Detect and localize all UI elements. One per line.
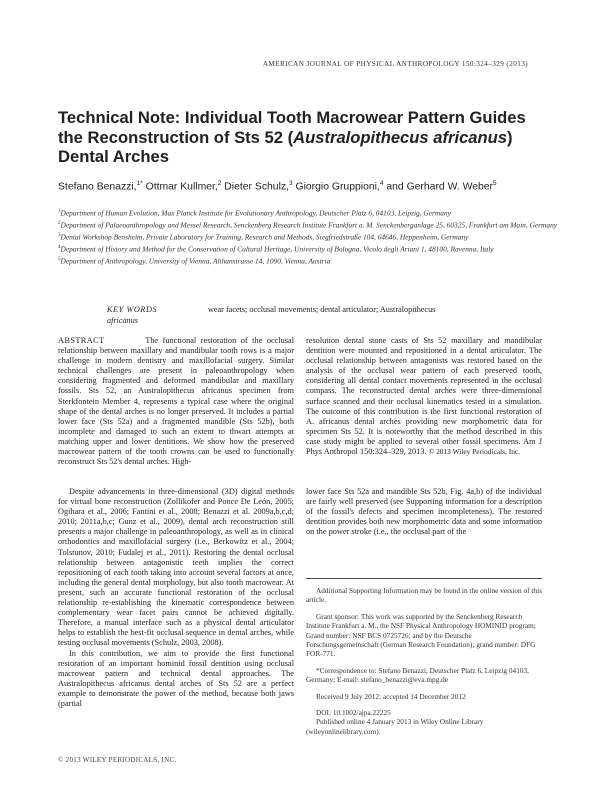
footnote-received: Received 9 July 2012; accepted 14 December 2012 <box>316 691 466 701</box>
affiliation <box>58 207 558 219</box>
body-column-left <box>58 487 294 709</box>
affiliation-text: Dental Workshop Bensheim, Private Laboratory for Training, Research and Methods, Siegfriedstraße 104, 64646, Heppenheim, Germany <box>60 232 469 242</box>
author-list <box>58 180 558 192</box>
author-sup: 2 <box>217 180 222 187</box>
journal-header: AMERICAN JOURNAL OF PHYSICAL ANTHROPOLOGY 150:324–329 (2013) <box>262 60 528 68</box>
affiliation-sup: 3 <box>58 233 61 239</box>
keywords-continuation: africanus <box>107 316 138 325</box>
affiliation-text: Department of Human Evolution, Max Planck Institute for Evolutionary Anthropology, Deutscher Platz 6, 04103, Leipzig, Germany <box>60 208 451 218</box>
footnote-divider <box>306 578 542 579</box>
abstract-text-right: resolution dental stone casts of Sts 52 maxillary and mandibular dentition were mounted and repositioned in a dental articulator. The occlusal relationship between antagonists was restored based on the analysis of the occlusal wear pattern of each preserved tooth, considering all dental contact movements represented in the occlusal compass. The reconstructed dental arches were three-dimensional surface scanned and their occlusal kinematics tested in a simulation. The outcome of this contribution is the first functional restoration of A. africanus dental arches providing new morphometric data for specimen Sts 52. It is noteworthy that the method described in this case study might be applied to several other fossil specimens. Am J Phys Anthropol 150:324–329, 2013. <box>306 336 542 457</box>
abstract-label: ABSTRACT <box>58 336 105 345</box>
affiliation <box>58 255 558 267</box>
affiliation-text: Department of History and Method for the Conservation of Cultural Heritage, University of Bologna, Vicolo degli Ariani 1, 48100, Ravenna, Italy <box>60 244 494 254</box>
article-title <box>58 108 548 167</box>
author-name: and Gerhard W. Weber <box>383 181 493 193</box>
author-sup: 3 <box>288 180 293 187</box>
affiliation-text: Department of Palaeoanthropology and Messel Research, Senckenberg Research Institute Frankfurt a. M. Senckenberganlage 25, 60325, Frankfurt am Main, Germany <box>60 220 558 230</box>
author-name: Dieter Schulz, <box>221 181 289 193</box>
affiliation <box>58 219 558 231</box>
affiliation <box>58 231 558 243</box>
keywords-label: KEY WORDS <box>107 305 158 314</box>
author-sup: 1* <box>136 180 143 187</box>
body-paragraph: In this contribution, we aim to provide the first functional restoration of an important hominid fossil dentition using occlusal macrowear pattern and technical dental approaches. The Australopithecus africanus dental arches of Sts 52 are a perfect example to demonstrate the power of the method, because both jaws (partial <box>58 648 294 708</box>
keywords-text: wear facets; occlusal movements; dental articulator; Australopithecus <box>208 305 436 314</box>
affiliation-sup: 2 <box>58 221 61 227</box>
body-paragraph: lower face Sts 52a and mandible Sts 52b, Fig. 4a,b) of the individual are fairly well preserved (see Supporting information for a description of the fossil's defects and specimen incompleteness). The restored dentition provides both new morphometric data and some information on the power stroke (i.e., the occlusal part of the <box>306 487 542 537</box>
footnote-correspondence: *Correspondence to: Stefano Benazzi, Deutscher Platz 6, Leipzig 04103, Germany; E-mail: stefano_benazzi@eva.mpg.de <box>306 665 529 685</box>
abstract-copyright: © 2013 Wiley Periodicals, Inc. <box>428 447 521 457</box>
author-name: Giorgio Gruppioni, <box>292 181 380 193</box>
author-sup: 4 <box>379 180 384 187</box>
footnote-doi: DOI: 10.1002/ajpa.22225 <box>316 708 391 718</box>
title-species: Australopithecus africanus <box>293 127 508 147</box>
abstract-column-right <box>306 336 542 457</box>
footnotes <box>306 586 542 736</box>
affiliation-sup: 5 <box>58 257 61 263</box>
author-name: Ottmar Kullmer, <box>142 181 218 193</box>
body-column-right <box>306 487 542 537</box>
title-part1: Technical Note: Individual Tooth Macrowear Pattern Guides the Reconstruction of Sts 52 ( <box>58 108 526 147</box>
affiliation <box>58 243 558 255</box>
footnote-supporting: Additional Supporting Information may be found in the online version of this article. <box>306 586 542 605</box>
affiliations <box>58 207 558 267</box>
body-paragraph: Despite advancements in three-dimensional (3D) digital methods for virtual bone reconstruction (Zollikofer and Ponce De León, 2005; Ogihara et al., 2006; Fantini et al., 2008; Benazzi et al. 2009a,b,c,d; 2010; 2011a,b,c; Gunz et al., 2009), dental arch reconstruction still presents a major challenge in paleoanthropology, as well as in clinical orthodontics and maxillofacial surgery (i.e., Berkowitz et al., 2004; Tolstunov, 2010; Fudalej et al., 2011). Restoring the dental occlusal relationship between antagonistic teeth implies the correct repositioning of each tooth taking into account several factors at once, including the general dental morphology, but also tooth macrowear. At present, such an accurate functional restoration of the occlusal relationship re-establishing the kinematic correspondence between complementary wear facet pairs cannot be achieved digitally. Therefore, a manual interface such as a physical dental articulator helps to establish the best-fit occlusal sequence in dental arches, while testing occlusal movements (Schulz, 2003, 2008). <box>58 487 294 648</box>
abstract-text-left: The functional restoration of the occlusal relationship between maxillary and mandibular tooth rows is a major challenge in modern dentistry and maxillofacial surgery. Similar technical challenges are present in paleoanthropology when considering fragmented and deformed mandibular and maxillary fossils. Sts 52, an Australopithecus africanus specimen from Sterkfontein Member 4, represents a typical case where the original shape of the dental arches is no longer preserved. It includes a partial lower face (Sts 52a) and a fragmented mandible (Sts 52b), both incomplete and damaged to such an extent to thwart attempts at matching upper and lower dentitions. We show how the preserved macrowear pattern of the tooth crowns can be used to functionally reconstruct Sts 52's dental arches. High- <box>58 336 295 467</box>
author-sup: 5 <box>493 180 497 187</box>
abstract-column-left <box>58 336 294 467</box>
footnote-published: Published online 4 January 2013 in Wiley Online Library (wileyonlinelibrary.com). <box>306 717 484 736</box>
affiliation-sup: 4 <box>58 245 61 251</box>
footnote-grant: Grant sponsor: This work was supported by the Senckenberg Research Institute Frankfurt a. M., the NSF Physical Anthropology HOMINID program; Grand number: NSF BCS 0725726; and by the Deutsche Forschungsgemeinschaft (German Research Foundation); grand number: DFG FOR-771. <box>306 611 536 659</box>
affiliation-text: Department of Anthropology, University of Vienna, Althanstrasse 14, 1090, Vienna, Austria <box>60 256 331 266</box>
affiliation-sup: 1 <box>58 209 61 214</box>
author-name: Stefano Benazzi, <box>58 181 137 193</box>
title-part2: ) Dental Arches <box>58 127 513 166</box>
footer-copyright: © 2013 WILEY PERIODICALS, INC. <box>58 756 177 764</box>
